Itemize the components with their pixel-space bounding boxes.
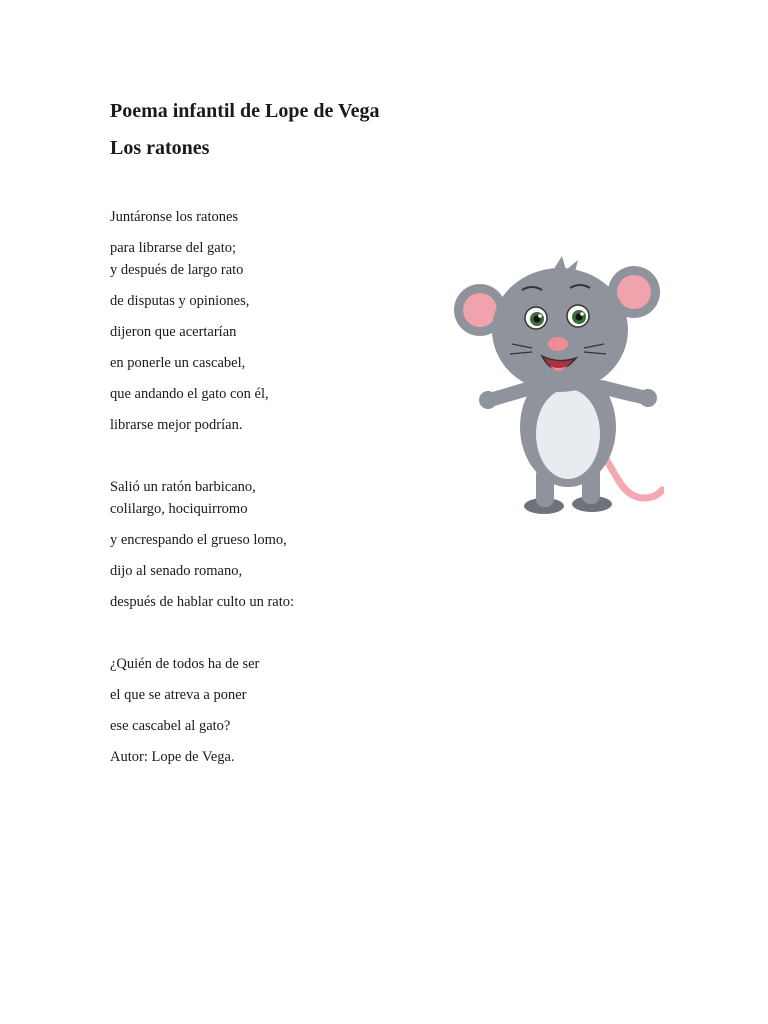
poem-line: Salió un ratón barbicano, [110, 479, 256, 495]
mouse-nose [548, 337, 568, 351]
poem-line: librarse mejor podrían. [110, 417, 243, 433]
poem-line: ese cascabel al gato? [110, 718, 231, 734]
poem-line: después de hablar culto un rato: [110, 594, 295, 610]
poem-title: Los ratones [110, 137, 210, 159]
mouse-left-hand [479, 391, 497, 409]
mouse-illustration [452, 252, 664, 522]
poem-line: y encrespando el grueso lomo, [110, 532, 287, 548]
poem-line: dijeron que acertarían [110, 324, 237, 340]
poem-line: para librarse del gato; [110, 240, 237, 256]
document-title: Poema infantil de Lope de Vega [110, 100, 380, 122]
mouse-left-eye-glint [538, 314, 542, 318]
mouse-right-ear-inner [617, 275, 651, 309]
poem-line: el que se atreva a poner [110, 687, 247, 703]
mouse-right-hand [639, 389, 657, 407]
mouse-left-ear-inner [463, 293, 497, 327]
poem-line: en ponerle un cascabel, [110, 355, 246, 371]
mouse-right-eye-glint [580, 312, 584, 316]
poem-line: y después de largo rato [110, 262, 244, 278]
poem-line: de disputas y opiniones, [110, 293, 250, 309]
mouse-head [492, 268, 628, 392]
poem-author: Autor: Lope de Vega. [110, 749, 235, 765]
mouse-belly [536, 389, 600, 479]
poem-line: dijo al senado romano, [110, 563, 243, 579]
poem-line: colilargo, hociquirromo [110, 501, 248, 517]
mouse-tail [602, 452, 662, 498]
poem-line: que andando el gato con él, [110, 386, 269, 402]
poem-line: Juntáronse los ratones [110, 209, 239, 225]
poem-line: ¿Quién de todos ha de ser [110, 656, 260, 672]
